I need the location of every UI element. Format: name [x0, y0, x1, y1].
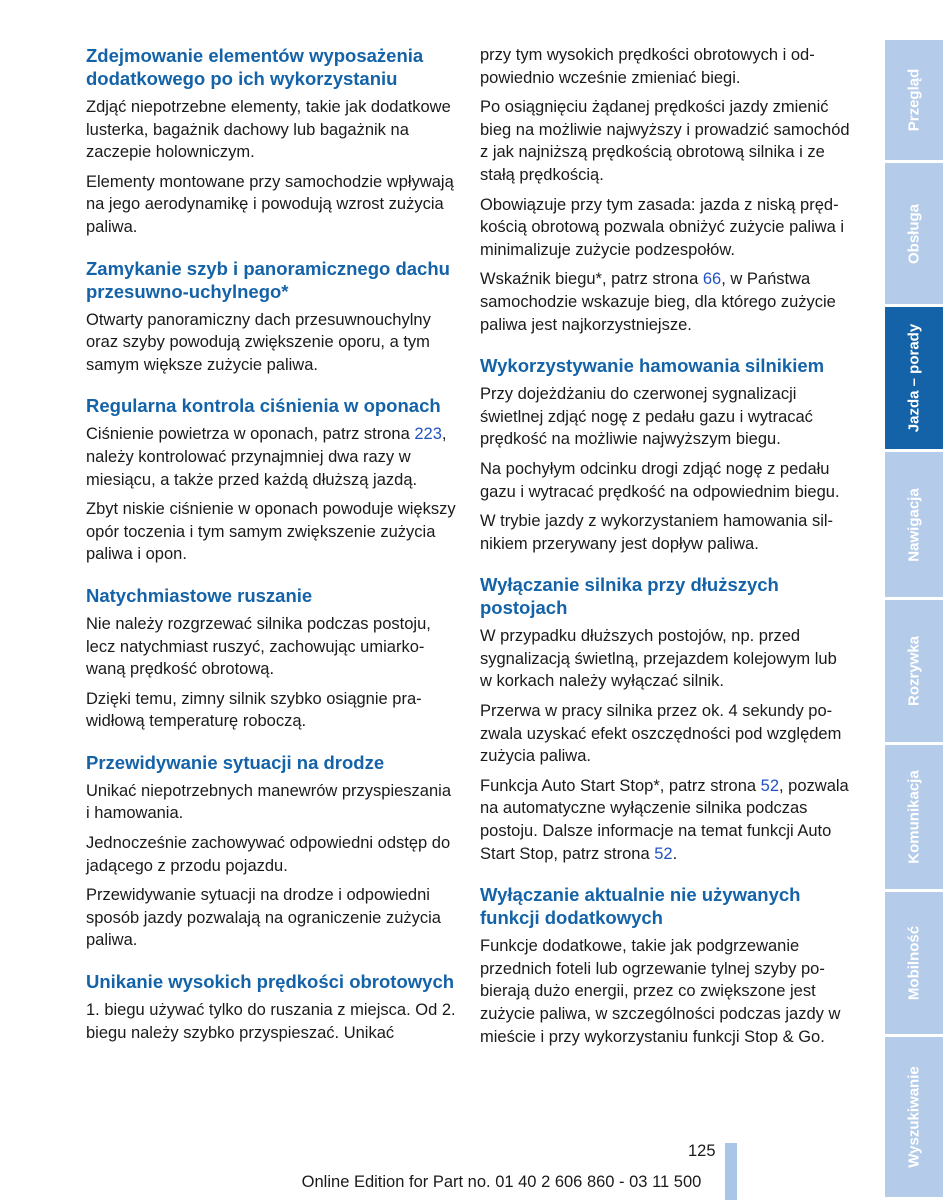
paragraph-text: Dzięki temu, zimny silnik szybko osiągnie prawidłową temperaturę roboczą. — [86, 689, 422, 731]
section — [480, 573, 850, 865]
chapter-tab-label: Przegląd — [905, 68, 923, 132]
section — [86, 44, 456, 239]
section — [86, 257, 456, 377]
chapter-tab-label: Nawigacja — [905, 487, 923, 562]
paragraph-text: Funkcja Auto Start Stop*, patrz strona — [480, 776, 761, 795]
paragraph-text: Przewidywanie sytuacji na drodze i odpowiedni sposób jazdy pozwalają na ograniczenie zużycia paliwa. — [86, 886, 441, 950]
page-reference-link[interactable]: 52 — [760, 776, 780, 795]
section-heading: Zamykanie szyb i panoramicznego dachu przesuwno-uchylnego* — [86, 257, 450, 302]
paragraph-text: Zbyt niskie ciśnienie w oponach powoduje większy opór toczenia i tym samym zwiększenie zużycia paliwa i opon. — [86, 500, 456, 564]
paragraph-text: W trybie jazdy z wykorzystaniem hamowania silnikiem przerywany jest dopływ paliwa. — [480, 512, 834, 553]
section-heading: Zdejmowanie elementów wyposażenia dodatkowego po ich wykorzystaniu — [86, 45, 424, 89]
chapter-tab[interactable] — [885, 1037, 943, 1200]
paragraph — [86, 688, 456, 733]
paragraph — [86, 309, 456, 377]
paragraph — [86, 498, 456, 566]
chapter-tab[interactable] — [885, 40, 943, 163]
page-reference-link[interactable]: 52 — [654, 844, 673, 863]
section-heading: Wyłączanie aktualnie nie używanych funkcji dodatkowych — [480, 884, 801, 929]
section-heading: Unikanie wysokich prędkości obrotowych — [86, 971, 455, 993]
paragraph-text: Otwarty panoramiczny dach przesuwnouchylny oraz szyby powodują zwiększenie oporu, a tym samym większe zużycie paliwa. — [86, 310, 431, 374]
chapter-tab[interactable] — [885, 452, 943, 600]
section — [86, 970, 456, 1044]
paragraph-text: W przypadku dłuższych postojów, np. przed sygnalizacją świetlną, przejazdem kolejowym lub w korkach należy wyłączać silnik. — [480, 627, 837, 691]
chapter-tab-label: Rozrywka — [905, 635, 923, 707]
section-heading: Wykorzystywanie hamowania silnikiem — [480, 355, 825, 377]
paragraph — [86, 423, 456, 491]
chapter-tab-label: Obsługa — [905, 203, 923, 264]
paragraph — [480, 268, 850, 336]
paragraph-text: Po osiągnięciu żądanej prędkości jazdy zmienić bieg na możliwie najwyższy i prowadzić samochód z jak najniższą prędkością obrotową silnika i ze stałą prędkością. — [480, 98, 850, 184]
chapter-tab[interactable] — [885, 892, 943, 1037]
section-heading: Regularna kontrola ciśnienia w oponach — [86, 395, 441, 417]
chapter-sidebar — [885, 40, 943, 1200]
paragraph-text: Zdjąć niepotrzebne elementy, takie jak dodatkowe lusterka, bagażnik dachowy lub bagażnik na zaczepie holowniczym. — [86, 98, 451, 162]
chapter-tab-label: Mobilność — [905, 925, 923, 1001]
paragraph — [480, 383, 850, 451]
paragraph-text: Elementy montowane przy samochodzie wpływają na jego aerodynamikę i powodują wzrost zużycia paliwa. — [86, 172, 454, 236]
paragraph — [86, 884, 456, 952]
paragraph-text: , należy kontrolować przynajmniej dwa razy w miesiącu, a także przed każdą dłuższą jazdą. — [86, 425, 447, 489]
left-column — [86, 44, 456, 1062]
paragraph — [86, 96, 456, 164]
paragraph-text: Ciśnienie powietrza w oponach, patrz strona — [86, 425, 415, 444]
paragraph-text: 1. biegu używać tylko do ruszania z miejsca. Od 2. biegu należy szybko przyspieszać. Unikać — [86, 1001, 456, 1042]
page-reference-link[interactable]: 223 — [414, 425, 442, 444]
paragraph-text: . — [672, 844, 678, 863]
paragraph-text: przy tym wysokich prędkości obrotowych i odpowiednio wcześnie zmieniać biegi. — [480, 46, 815, 87]
paragraph — [480, 510, 850, 555]
paragraph — [86, 613, 456, 681]
page-number: 125 — [688, 1142, 716, 1160]
section — [86, 394, 456, 566]
paragraph-text: Obowiązuje przy tym zasada: jazda z niską prędkością obrotową pozwala obniżyć zużycie paliwa i minimalizuje zużycie podzespołów. — [480, 195, 845, 259]
chapter-tab[interactable] — [885, 163, 943, 307]
paragraph — [480, 458, 850, 503]
paragraph — [86, 780, 456, 825]
paragraph — [480, 775, 850, 865]
paragraph-text: Funkcje dodatkowe, takie jak podgrzewanie przednich foteli lub ogrzewanie tylnej szyby pobierają dużo energii, przez co zwiększone jest zużycie paliwa, w szczególności podczas jazdy w mieście i przy wykorzystaniu funkcji Stop & Go. — [480, 937, 841, 1046]
paragraph-text: Na pochyłym odcinku drogi zdjąć nogę z pedału gazu i wytracać prędkość na odpowiednim biegu. — [480, 459, 840, 501]
chapter-tab-label: Wyszukiwanie — [905, 1066, 923, 1168]
chapter-tab[interactable] — [885, 307, 943, 452]
section — [86, 751, 456, 952]
section — [480, 354, 850, 555]
paragraph-text: Jednocześnie zachowywać odpowiedni odstęp do jadącego z przodu pojazdu. — [86, 834, 451, 875]
section-heading: Natychmiastowe ruszanie — [86, 584, 313, 606]
paragraph-text: Unikać niepotrzebnych manewrów przyspieszania i hamowania. — [86, 781, 452, 823]
paragraph — [480, 935, 850, 1048]
paragraph — [480, 194, 850, 262]
section — [480, 44, 850, 336]
paragraph-text: Nie należy rozgrzewać silnika podczas postoju, lecz natychmiast ruszyć, zachowując umiarkowaną prędkość obrotową. — [86, 614, 431, 679]
paragraph-text: , w Państwa samochodzie wskazuje bieg, dla którego zużycie paliwa jest najkorzystniejsze. — [480, 270, 836, 334]
paragraph — [480, 44, 850, 89]
paragraph — [480, 700, 850, 768]
chapter-tab[interactable] — [885, 600, 943, 745]
section-heading: Wyłączanie silnika przy dłuższych postojach — [480, 574, 779, 619]
right-column — [480, 44, 850, 1066]
section-heading: Przewidywanie sytuacji na drodze — [86, 751, 385, 773]
paragraph — [480, 96, 850, 186]
paragraph-text: Przy dojeżdżaniu do czerwonej sygnalizacji świetlnej zdjąć nogę z pedału gazu i wytracać prędkość na możliwie najwyższym biegu. — [480, 385, 813, 449]
paragraph-text: , pozwala na automatyczne wyłączenie silnika podczas postoju. Dalsze informacje na temat funkcji Auto Start Stop, patrz strona — [480, 776, 849, 863]
chapter-tab-label: Komunikacja — [905, 770, 923, 864]
chapter-tab-label: Jazda – porady — [905, 323, 923, 433]
chapter-tab[interactable] — [885, 745, 943, 892]
paragraph-text: Wskaźnik biegu*, patrz strona — [480, 270, 703, 289]
section — [480, 883, 850, 1048]
paragraph — [86, 171, 456, 239]
paragraph-text: Przerwa w pracy silnika przez ok. 4 sekundy pozwala uzyskać efekt oszczędności pod względem zużycia paliwa. — [480, 702, 842, 766]
paragraph — [86, 832, 456, 877]
page-reference-link[interactable]: 66 — [702, 270, 722, 289]
paragraph — [86, 999, 456, 1044]
paragraph — [480, 625, 850, 693]
section — [86, 584, 456, 733]
footer-edition-note: Online Edition for Part no. 01 40 2 606 860 - 03 11 500 — [301, 1173, 702, 1191]
